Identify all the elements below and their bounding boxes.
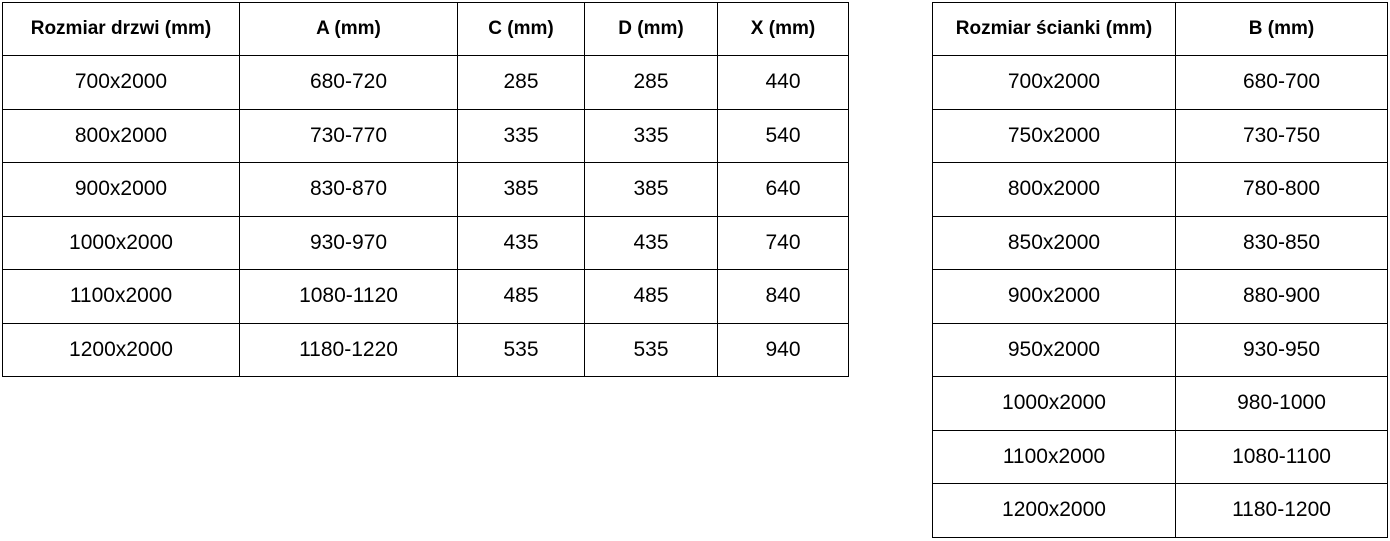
cell-d: 485 (585, 270, 718, 324)
cell-c: 335 (458, 109, 585, 163)
cell-a: 830-870 (240, 163, 458, 217)
column-header-b: B (mm) (1176, 3, 1388, 56)
table-row (3, 109, 849, 163)
cell-d: 535 (585, 323, 718, 377)
cell-x: 740 (718, 216, 849, 270)
table-row (3, 270, 849, 324)
table-row (933, 216, 1388, 270)
cell-c: 435 (458, 216, 585, 270)
cell-d: 335 (585, 109, 718, 163)
cell-a: 730-770 (240, 109, 458, 163)
table-row (933, 109, 1388, 163)
table-row (933, 163, 1388, 217)
cell-b: 1180-1200 (1176, 484, 1388, 538)
cell-b: 980-1000 (1176, 377, 1388, 431)
table-row (933, 323, 1388, 377)
cell-b: 730-750 (1176, 109, 1388, 163)
cell-door-size: 900x2000 (3, 163, 240, 217)
table-row (3, 323, 849, 377)
cell-panel-size: 700x2000 (933, 56, 1176, 110)
cell-b: 930-950 (1176, 323, 1388, 377)
cell-panel-size: 750x2000 (933, 109, 1176, 163)
cell-c: 485 (458, 270, 585, 324)
cell-door-size: 1100x2000 (3, 270, 240, 324)
cell-panel-size: 800x2000 (933, 163, 1176, 217)
table-row (933, 377, 1388, 431)
table-row (933, 270, 1388, 324)
cell-door-size: 1000x2000 (3, 216, 240, 270)
cell-b: 830-850 (1176, 216, 1388, 270)
column-header-d: D (mm) (585, 3, 718, 56)
wall-panel-sizes-table (932, 2, 1388, 538)
cell-b: 880-900 (1176, 270, 1388, 324)
table-row (3, 163, 849, 217)
cell-a: 1080-1120 (240, 270, 458, 324)
cell-b: 1080-1100 (1176, 430, 1388, 484)
cell-x: 440 (718, 56, 849, 110)
cell-panel-size: 950x2000 (933, 323, 1176, 377)
cell-panel-size: 1200x2000 (933, 484, 1176, 538)
table-row (3, 216, 849, 270)
cell-panel-size: 850x2000 (933, 216, 1176, 270)
door-table-header-row (3, 3, 849, 56)
cell-panel-size: 1000x2000 (933, 377, 1176, 431)
cell-d: 435 (585, 216, 718, 270)
cell-a: 1180-1220 (240, 323, 458, 377)
panel-table-header-row (933, 3, 1388, 56)
column-header-a: A (mm) (240, 3, 458, 56)
cell-d: 385 (585, 163, 718, 217)
table-row (933, 56, 1388, 110)
column-header-x: X (mm) (718, 3, 849, 56)
cell-a: 930-970 (240, 216, 458, 270)
cell-x: 940 (718, 323, 849, 377)
cell-door-size: 800x2000 (3, 109, 240, 163)
cell-x: 840 (718, 270, 849, 324)
cell-door-size: 1200x2000 (3, 323, 240, 377)
cell-a: 680-720 (240, 56, 458, 110)
column-header-door-size: Rozmiar drzwi (mm) (3, 3, 240, 56)
cell-x: 540 (718, 109, 849, 163)
cell-c: 285 (458, 56, 585, 110)
cell-b: 780-800 (1176, 163, 1388, 217)
door-sizes-table (2, 2, 849, 377)
cell-panel-size: 900x2000 (933, 270, 1176, 324)
cell-c: 535 (458, 323, 585, 377)
cell-b: 680-700 (1176, 56, 1388, 110)
cell-door-size: 700x2000 (3, 56, 240, 110)
column-header-c: C (mm) (458, 3, 585, 56)
cell-d: 285 (585, 56, 718, 110)
cell-c: 385 (458, 163, 585, 217)
cell-x: 640 (718, 163, 849, 217)
table-row (933, 484, 1388, 538)
table-row (3, 56, 849, 110)
column-header-panel-size: Rozmiar ścianki (mm) (933, 3, 1176, 56)
table-row (933, 430, 1388, 484)
cell-panel-size: 1100x2000 (933, 430, 1176, 484)
